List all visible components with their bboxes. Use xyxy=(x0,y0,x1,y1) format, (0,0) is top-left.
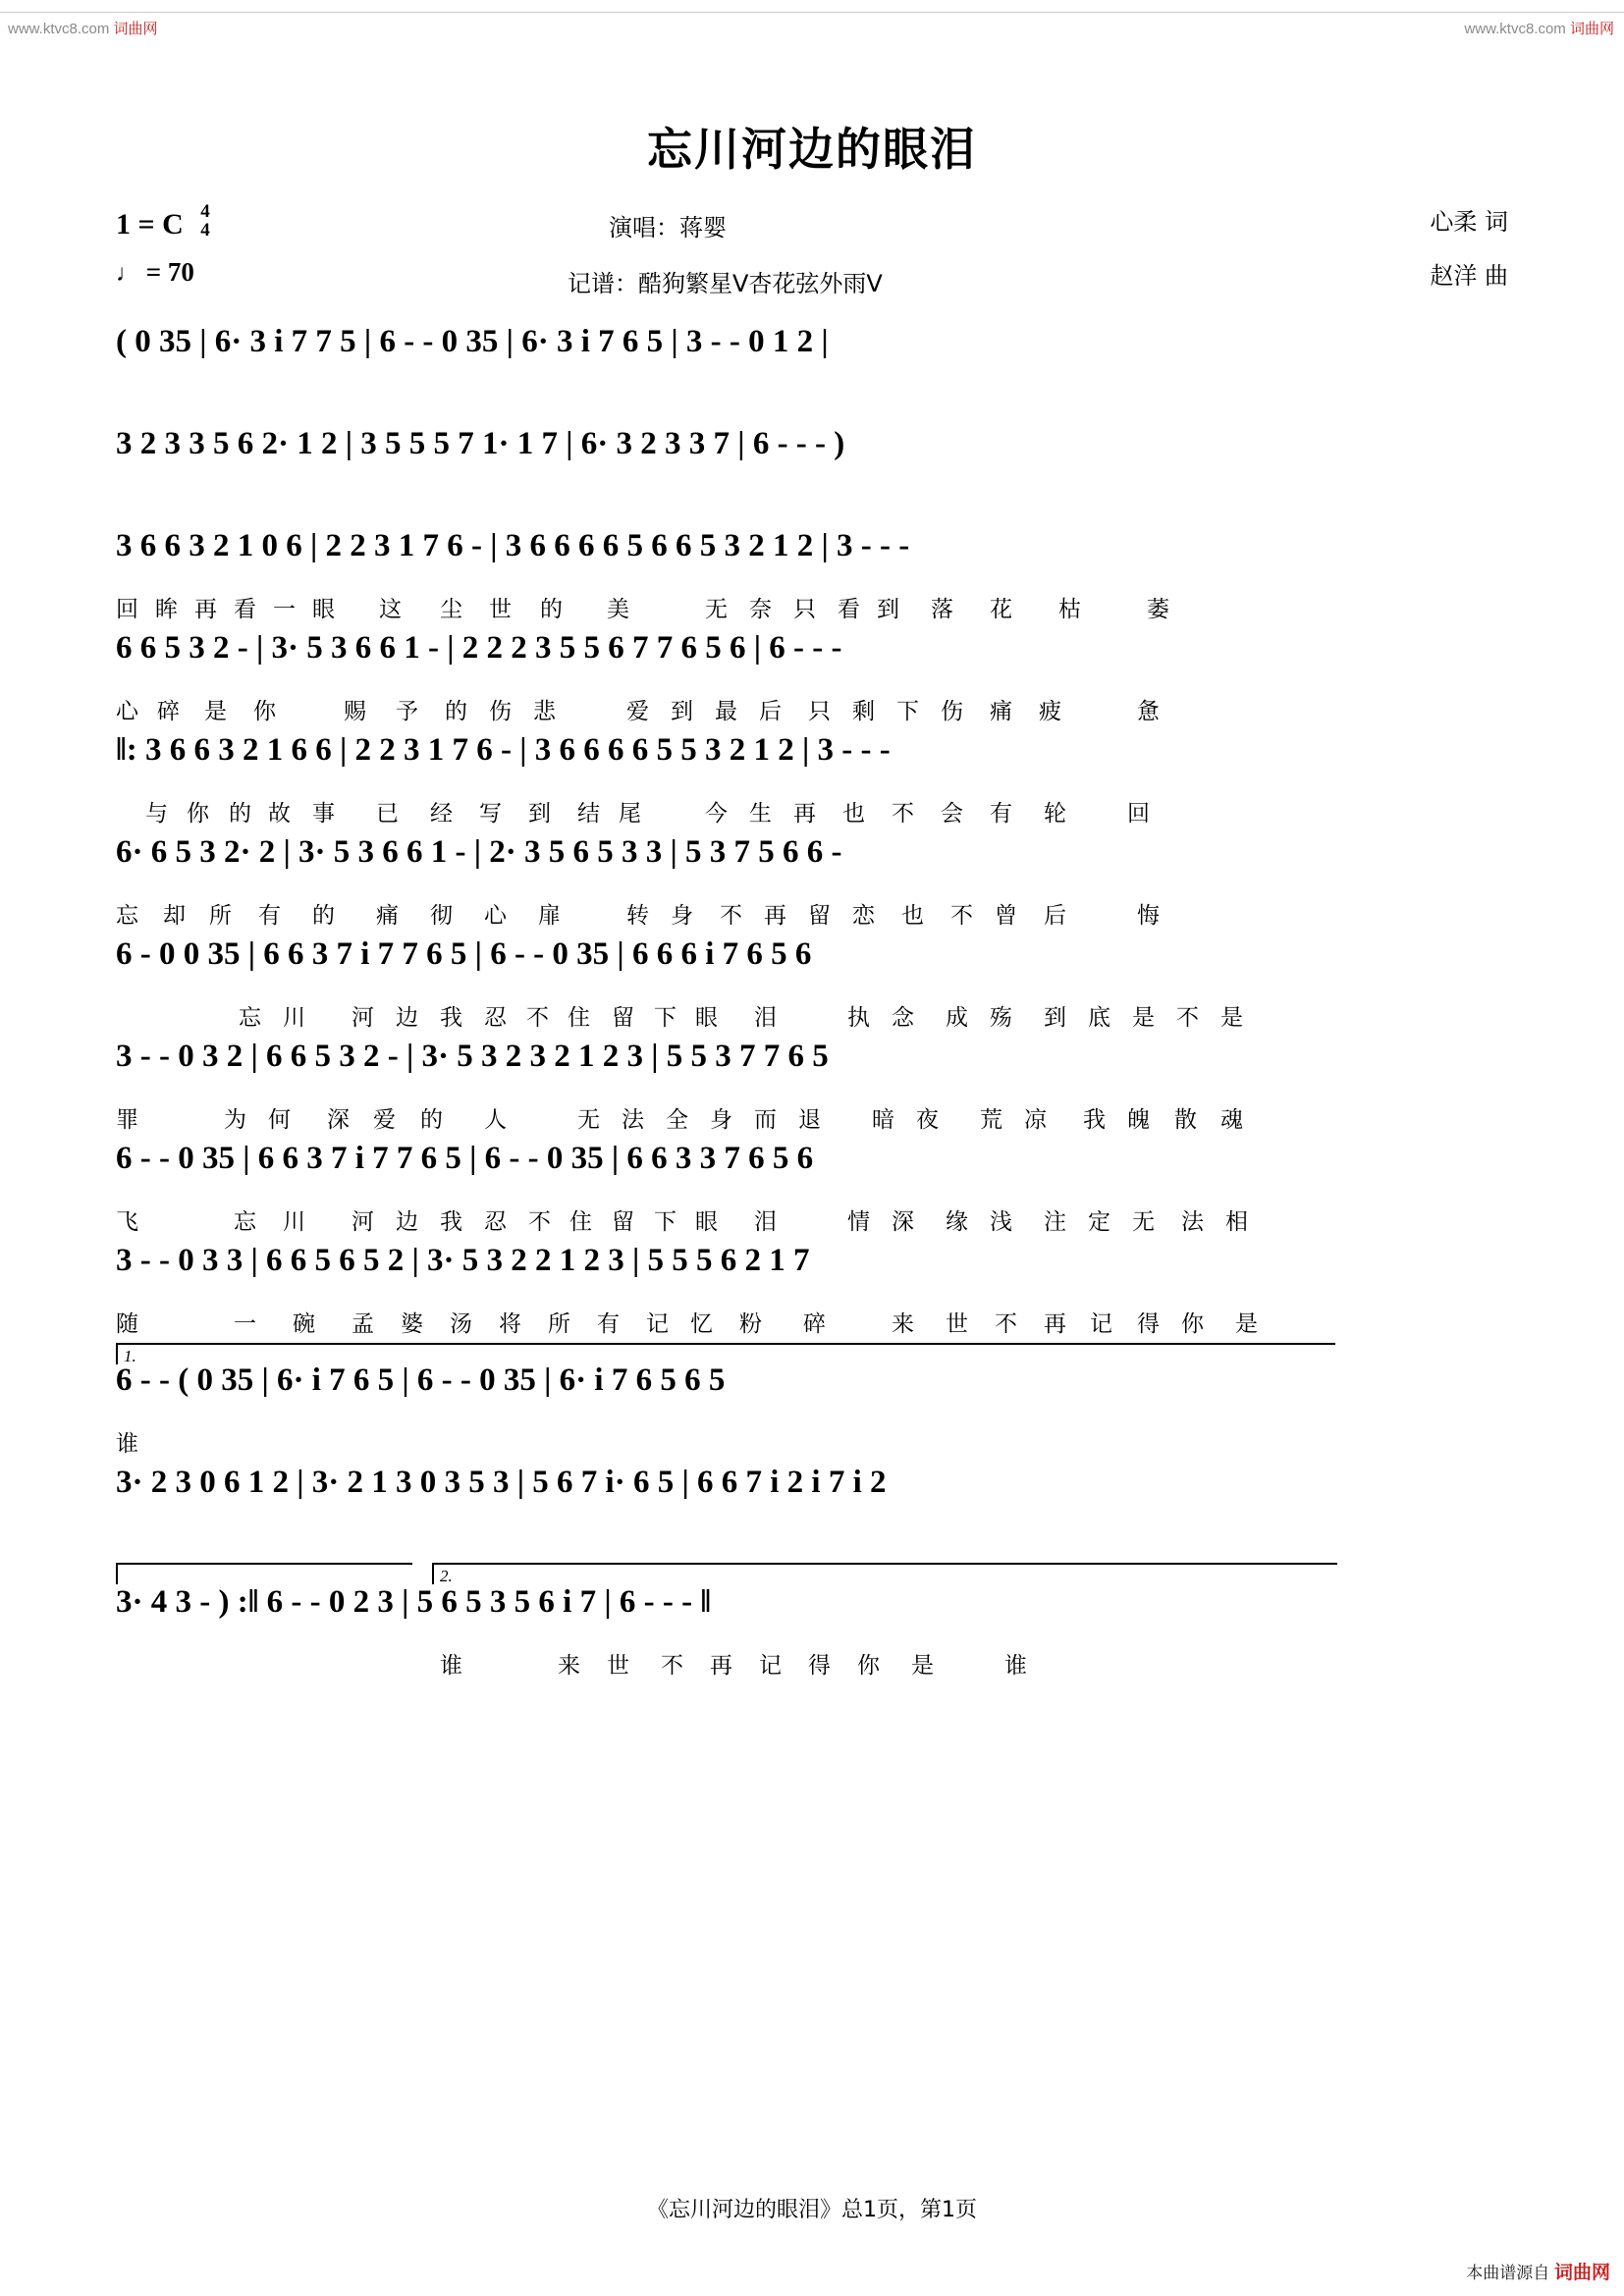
lyric-line xyxy=(116,1647,1508,1681)
lyric-syllable: 粉 xyxy=(739,1311,762,1337)
lyric-syllable: 谁 xyxy=(440,1653,462,1679)
lyric-syllable: 住 xyxy=(569,1209,592,1235)
lyric-syllable: 今 xyxy=(705,801,728,827)
lyric-syllable: 生 xyxy=(749,801,772,827)
lyric-line xyxy=(116,999,1508,1033)
lyric-syllable: 疲 xyxy=(1039,699,1061,724)
lyric-syllable: 再 xyxy=(194,597,217,622)
lyric-syllable: 来 xyxy=(892,1311,914,1337)
watermark-brand: 词曲网 xyxy=(1553,2263,1610,2283)
lyric-syllable: 扉 xyxy=(538,903,561,929)
notation-line: 6· 6 5 3 2· 2 | 3· 5 3 6 6 1 - | 2· 3 5 6 5 3 3 | 5 3 7 5 6 6 - xyxy=(116,834,842,870)
lyric-syllable: 伤 xyxy=(941,699,963,724)
lyric-syllable: 回 xyxy=(1127,801,1150,827)
watermark-top-left xyxy=(8,18,158,38)
lyric-syllable: 的 xyxy=(312,903,335,929)
lyric-line xyxy=(116,591,1508,624)
system-5 xyxy=(0,732,1624,828)
lyric-syllable: 住 xyxy=(568,1005,590,1031)
lyric-syllable: 殇 xyxy=(990,1005,1012,1031)
lyric-syllable: 心 xyxy=(484,903,507,929)
lyric-syllable: 与 xyxy=(145,801,168,827)
lyric-syllable: 结 xyxy=(577,801,600,827)
lyric-syllable: 彻 xyxy=(430,903,453,929)
lyric-line xyxy=(116,489,1508,522)
lyric-syllable: 予 xyxy=(396,699,418,724)
lyric-syllable: 的 xyxy=(445,699,467,724)
page-title: 忘川河边的眼泪 xyxy=(647,123,977,176)
lyric-syllable: 飞 xyxy=(116,1209,138,1235)
lyric-syllable: 一 xyxy=(234,1311,256,1337)
notation-line: 3 - - 0 3 3 | 6 6 5 6 5 2 | 3· 5 3 2 2 1 2 3 | 5 5 5 6 2 1 7 xyxy=(116,1243,810,1278)
lyric-line xyxy=(116,795,1508,828)
lyric-line xyxy=(116,897,1508,931)
volta-number: 1. xyxy=(124,1347,136,1365)
lyric-syllable: 得 xyxy=(808,1653,831,1679)
lyric-syllable: 不 xyxy=(661,1653,683,1679)
lyric-syllable: 伤 xyxy=(489,699,512,724)
watermark-top-right xyxy=(1464,18,1614,38)
lyric-syllable: 再 xyxy=(764,903,786,929)
system-12 xyxy=(0,1465,1624,1561)
lyric-syllable: 不 xyxy=(892,801,914,827)
lyric-syllable: 尘 xyxy=(440,597,462,622)
key-signature-block xyxy=(116,202,210,288)
lyric-syllable: 注 xyxy=(1044,1209,1066,1235)
lyric-syllable: 谁 xyxy=(116,1431,138,1457)
lyric-syllable: 是 xyxy=(204,699,227,724)
lyric-syllable: 碎 xyxy=(803,1311,826,1337)
notation-line: 3 6 6 3 2 1 0 6 | 2 2 3 1 7 6 - | 3 6 6 6 6 5 6 6 5 3 2 1 2 | 3 - - - xyxy=(116,528,910,563)
lyric-syllable: 身 xyxy=(671,903,693,929)
lyric-syllable: 我 xyxy=(440,1209,462,1235)
system-7 xyxy=(0,936,1624,1033)
system-3 xyxy=(0,528,1624,624)
lyric-syllable: 故 xyxy=(268,801,291,827)
lyric-syllable: 相 xyxy=(1225,1209,1248,1235)
composer-label: 赵洋 曲 xyxy=(1430,262,1508,290)
lyric-syllable: 无 xyxy=(577,1107,600,1133)
system-8 xyxy=(0,1039,1624,1135)
lyric-syllable: 这 xyxy=(379,597,402,622)
lyric-syllable: 不 xyxy=(528,1209,551,1235)
lyric-syllable: 再 xyxy=(1044,1311,1066,1337)
lyric-syllable: 汤 xyxy=(450,1311,472,1337)
lyric-syllable: 孟 xyxy=(352,1311,374,1337)
lyric-syllable: 转 xyxy=(626,903,649,929)
system-11 xyxy=(0,1345,1624,1459)
lyric-syllable: 花 xyxy=(990,597,1012,622)
lyric-syllable: 枯 xyxy=(1058,597,1081,622)
lyric-syllable: 川 xyxy=(283,1005,305,1031)
system-2 xyxy=(0,426,1624,522)
lyric-syllable: 留 xyxy=(612,1005,634,1031)
lyric-syllable: 心 xyxy=(116,699,138,724)
credits-right xyxy=(1430,202,1508,291)
watermark-bottom-right xyxy=(1466,2258,1610,2284)
watermark-brand: 词曲网 xyxy=(1569,21,1614,37)
lyric-syllable: 泪 xyxy=(754,1209,777,1235)
lyric-syllable: 底 xyxy=(1088,1005,1110,1031)
lyric-syllable: 散 xyxy=(1174,1107,1197,1133)
lyric-syllable: 悲 xyxy=(533,699,556,724)
lyric-syllable: 而 xyxy=(754,1107,777,1133)
lyric-syllable: 到 xyxy=(1044,1005,1066,1031)
lyric-syllable: 爱 xyxy=(626,699,649,724)
lyric-syllable: 下 xyxy=(654,1005,677,1031)
lyric-syllable: 婆 xyxy=(401,1311,423,1337)
lyric-syllable: 只 xyxy=(793,597,816,622)
system-6 xyxy=(0,834,1624,931)
lyric-syllable: 荒 xyxy=(980,1107,1002,1133)
lyric-syllable: 缘 xyxy=(946,1209,968,1235)
volta-number: 2. xyxy=(440,1567,453,1585)
lyric-syllable: 我 xyxy=(440,1005,462,1031)
notation-line: 6 6 5 3 2 - | 3· 5 3 6 6 1 - | 2 2 2 3 5 5 6 7 7 6 5 6 | 6 - - - xyxy=(116,630,842,666)
notation-line: 3 - - 0 3 2 | 6 6 5 3 2 - | 3· 5 3 2 3 2 1 2 3 | 5 5 3 7 7 6 5 xyxy=(116,1039,829,1074)
lyric-syllable: 是 xyxy=(1220,1005,1243,1031)
lyric-syllable: 眼 xyxy=(695,1005,718,1031)
key-signature xyxy=(116,202,210,241)
lyric-syllable: 魂 xyxy=(1220,1107,1243,1133)
watermark-brand: 词曲网 xyxy=(113,21,158,37)
watermark-url: www.ktvc8.com xyxy=(1464,21,1566,37)
lyric-line xyxy=(116,1306,1508,1339)
lyric-syllable: 事 xyxy=(312,801,335,827)
lyric-syllable: 忍 xyxy=(484,1209,507,1235)
lyric-syllable: 萎 xyxy=(1147,597,1169,622)
lyric-syllable: 痛 xyxy=(990,699,1012,724)
lyric-syllable: 记 xyxy=(646,1311,669,1337)
lyric-syllable: 碗 xyxy=(293,1311,315,1337)
lyric-syllable: 奈 xyxy=(749,597,772,622)
lyric-syllable: 无 xyxy=(1132,1209,1155,1235)
lyricist-label: 心柔 词 xyxy=(1430,208,1508,236)
lyric-syllable: 为 xyxy=(224,1107,246,1133)
lyric-syllable: 忘 xyxy=(239,1005,261,1031)
lyric-syllable: 河 xyxy=(352,1005,374,1031)
lyric-syllable: 尾 xyxy=(619,801,641,827)
notation-line: 3 2 3 3 5 6 2· 1 2 | 3 5 5 5 7 1· 1 7 | 6· 3 2 3 3 7 | 6 - - - ) xyxy=(116,426,845,461)
lyric-syllable: 的 xyxy=(540,597,563,622)
lyric-syllable: 情 xyxy=(847,1209,870,1235)
lyric-syllable: 人 xyxy=(484,1107,507,1133)
lyric-syllable: 看 xyxy=(838,597,860,622)
lyric-syllable: 不 xyxy=(995,1311,1017,1337)
notation-line: 3· 4 3 - ) :‖ 6 - - 0 2 3 | 5 6 5 3 5 6 i 7 | 6 - - - ‖ xyxy=(116,1584,712,1620)
lyric-syllable: 忍 xyxy=(484,1005,507,1031)
lyric-syllable: 法 xyxy=(622,1107,644,1133)
lyric-syllable: 边 xyxy=(396,1005,418,1031)
notation-line: 6 - - 0 35 | 6 6 3 7 i 7 7 6 5 | 6 - - 0 35 | 6 6 3 3 7 6 5 6 xyxy=(116,1141,814,1176)
lyric-syllable: 是 xyxy=(911,1653,934,1679)
notation-line: 6 - 0 0 35 | 6 6 3 7 i 7 7 6 5 | 6 - - 0 35 | 6 6 6 i 7 6 5 6 xyxy=(116,936,812,972)
lyric-syllable: 后 xyxy=(1044,903,1066,929)
singer-label: 演唱：蒋婴 xyxy=(609,214,727,241)
transcriber-label: 记谱：酷狗繁星V杏花弦外雨V xyxy=(568,270,883,297)
lyric-syllable: 凉 xyxy=(1024,1107,1047,1133)
lyric-syllable: 却 xyxy=(163,903,186,929)
lyric-syllable: 剩 xyxy=(852,699,875,724)
lyric-syllable: 退 xyxy=(798,1107,821,1133)
lyric-syllable: 魄 xyxy=(1127,1107,1150,1133)
lyric-syllable: 再 xyxy=(710,1653,732,1679)
lyric-syllable: 无 xyxy=(705,597,728,622)
lyric-syllable: 浅 xyxy=(990,1209,1012,1235)
lyric-syllable: 不 xyxy=(950,903,973,929)
lyric-syllable: 的 xyxy=(420,1107,443,1133)
lyric-syllable: 忘 xyxy=(234,1209,256,1235)
lyric-syllable: 泪 xyxy=(754,1005,777,1031)
lyric-syllable: 执 xyxy=(847,1005,870,1031)
lyric-syllable: 下 xyxy=(896,699,919,724)
lyric-syllable: 眼 xyxy=(695,1209,718,1235)
lyric-syllable: 一 xyxy=(273,597,296,622)
lyric-syllable: 也 xyxy=(842,801,865,827)
lyric-syllable: 留 xyxy=(612,1209,634,1235)
lyric-syllable: 看 xyxy=(234,597,256,622)
lyric-syllable: 我 xyxy=(1083,1107,1106,1133)
time-signature xyxy=(200,202,210,240)
lyric-syllable: 有 xyxy=(990,801,1012,827)
lyric-line xyxy=(116,693,1508,726)
lyric-syllable: 罪 xyxy=(116,1107,138,1133)
lyric-syllable: 到 xyxy=(528,801,551,827)
lyric-syllable: 你 xyxy=(857,1653,880,1679)
lyric-syllable: 留 xyxy=(808,903,831,929)
lyric-line xyxy=(116,1203,1508,1237)
lyric-syllable: 忆 xyxy=(690,1311,713,1337)
lyric-syllable: 深 xyxy=(892,1209,914,1235)
lyric-syllable: 暗 xyxy=(872,1107,894,1133)
system-1 xyxy=(0,324,1624,420)
system-13 xyxy=(0,1567,1624,1681)
lyric-syllable: 最 xyxy=(715,699,737,724)
lyric-syllable: 写 xyxy=(479,801,502,827)
lyric-line xyxy=(116,387,1508,420)
lyric-syllable: 河 xyxy=(352,1209,374,1235)
lyric-syllable: 经 xyxy=(430,801,453,827)
lyric-syllable: 世 xyxy=(946,1311,968,1337)
lyric-syllable: 你 xyxy=(253,699,276,724)
lyric-syllable: 的 xyxy=(229,801,251,827)
tempo-marking xyxy=(116,257,210,288)
lyric-syllable: 眸 xyxy=(155,597,178,622)
lyric-syllable: 夜 xyxy=(916,1107,939,1133)
quarter-note-icon: ♩ xyxy=(116,261,139,287)
lyric-syllable: 后 xyxy=(759,699,782,724)
lyric-syllable: 记 xyxy=(759,1653,782,1679)
notation-line: 6 - - ( 0 35 | 6· i 7 6 5 | 6 - - 0 35 | 6· i 7 6 5 6 5 xyxy=(116,1362,726,1398)
lyric-syllable: 恋 xyxy=(852,903,875,929)
time-signature-bottom: 4 xyxy=(200,220,210,240)
lyric-syllable: 谁 xyxy=(1004,1653,1027,1679)
lyric-syllable: 不 xyxy=(526,1005,549,1031)
lyric-syllable: 你 xyxy=(187,801,209,827)
system-9 xyxy=(0,1141,1624,1237)
lyric-syllable: 何 xyxy=(268,1107,291,1133)
lyric-syllable: 美 xyxy=(607,597,629,622)
lyric-syllable: 记 xyxy=(1090,1311,1112,1337)
lyric-syllable: 也 xyxy=(901,903,924,929)
lyric-syllable: 边 xyxy=(396,1209,418,1235)
time-signature-top: 4 xyxy=(200,201,210,222)
lyric-syllable: 不 xyxy=(720,903,742,929)
tempo-value: = 70 xyxy=(145,257,194,287)
score-body xyxy=(0,324,1624,1686)
lyric-syllable: 来 xyxy=(558,1653,580,1679)
lyric-syllable: 深 xyxy=(327,1107,350,1133)
lyric-syllable: 回 xyxy=(116,597,138,622)
lyric-syllable: 将 xyxy=(499,1311,521,1337)
lyric-syllable: 世 xyxy=(489,597,512,622)
lyric-line xyxy=(116,1101,1508,1135)
lyric-syllable: 所 xyxy=(548,1311,570,1337)
lyric-syllable: 只 xyxy=(808,699,831,724)
lyric-syllable: 碎 xyxy=(157,699,180,724)
lyric-syllable: 会 xyxy=(941,801,963,827)
lyric-syllable: 惫 xyxy=(1137,699,1160,724)
lyric-syllable: 悔 xyxy=(1137,903,1160,929)
lyric-syllable: 到 xyxy=(877,597,899,622)
lyric-syllable: 曾 xyxy=(995,903,1017,929)
lyric-syllable: 身 xyxy=(710,1107,732,1133)
lyric-syllable: 有 xyxy=(258,903,281,929)
lyric-syllable: 是 xyxy=(1132,1005,1155,1031)
system-4 xyxy=(0,630,1624,726)
top-divider xyxy=(0,12,1624,13)
lyric-syllable: 你 xyxy=(1181,1311,1204,1337)
lyric-syllable: 到 xyxy=(671,699,693,724)
page-footer: 《忘川河边的眼泪》总1页，第1页 xyxy=(647,2198,977,2222)
lyric-syllable: 眼 xyxy=(312,597,335,622)
lyric-syllable: 定 xyxy=(1088,1209,1110,1235)
credits-center xyxy=(568,208,883,298)
system-10 xyxy=(0,1243,1624,1339)
lyric-syllable: 念 xyxy=(892,1005,914,1031)
notation-line: ‖: 3 6 6 3 2 1 6 6 | 2 2 3 1 7 6 - | 3 6 6 6 6 5 5 3 2 1 2 | 3 - - - xyxy=(116,732,891,768)
lyric-line xyxy=(116,1425,1508,1459)
lyric-syllable: 随 xyxy=(116,1311,138,1337)
lyric-syllable: 爱 xyxy=(373,1107,396,1133)
lyric-syllable: 法 xyxy=(1181,1209,1204,1235)
lyric-syllable: 落 xyxy=(931,597,953,622)
watermark-url: www.ktvc8.com xyxy=(8,21,110,37)
lyric-syllable: 已 xyxy=(376,801,399,827)
lyric-syllable: 得 xyxy=(1137,1311,1160,1337)
lyric-syllable: 再 xyxy=(793,801,816,827)
lyric-syllable: 世 xyxy=(607,1653,629,1679)
lyric-syllable: 赐 xyxy=(344,699,366,724)
lyric-syllable: 是 xyxy=(1235,1311,1258,1337)
lyric-syllable: 全 xyxy=(666,1107,688,1133)
lyric-syllable: 有 xyxy=(597,1311,620,1337)
notation-line: ( 0 35 | 6· 3 i 7 7 5 | 6 - - 0 35 | 6· 3 i 7 6 5 | 3 - - 0 1 2 | xyxy=(116,324,829,359)
notation-line: 3· 2 3 0 6 1 2 | 3· 2 1 3 0 3 5 3 | 5 6 7 i· 6 5 | 6 6 7 i 2 i 7 i 2 xyxy=(116,1465,887,1500)
lyric-syllable: 痛 xyxy=(376,903,399,929)
watermark-source-label: 本曲谱源自 xyxy=(1466,2264,1550,2282)
lyric-syllable: 不 xyxy=(1176,1005,1199,1031)
lyric-syllable: 下 xyxy=(654,1209,677,1235)
key-label: 1 = C xyxy=(116,208,184,240)
lyric-syllable: 所 xyxy=(209,903,232,929)
lyric-syllable: 川 xyxy=(283,1209,305,1235)
lyric-line xyxy=(116,1527,1508,1561)
lyric-syllable: 成 xyxy=(946,1005,968,1031)
lyric-syllable: 轮 xyxy=(1044,801,1066,827)
lyric-syllable: 忘 xyxy=(116,903,138,929)
